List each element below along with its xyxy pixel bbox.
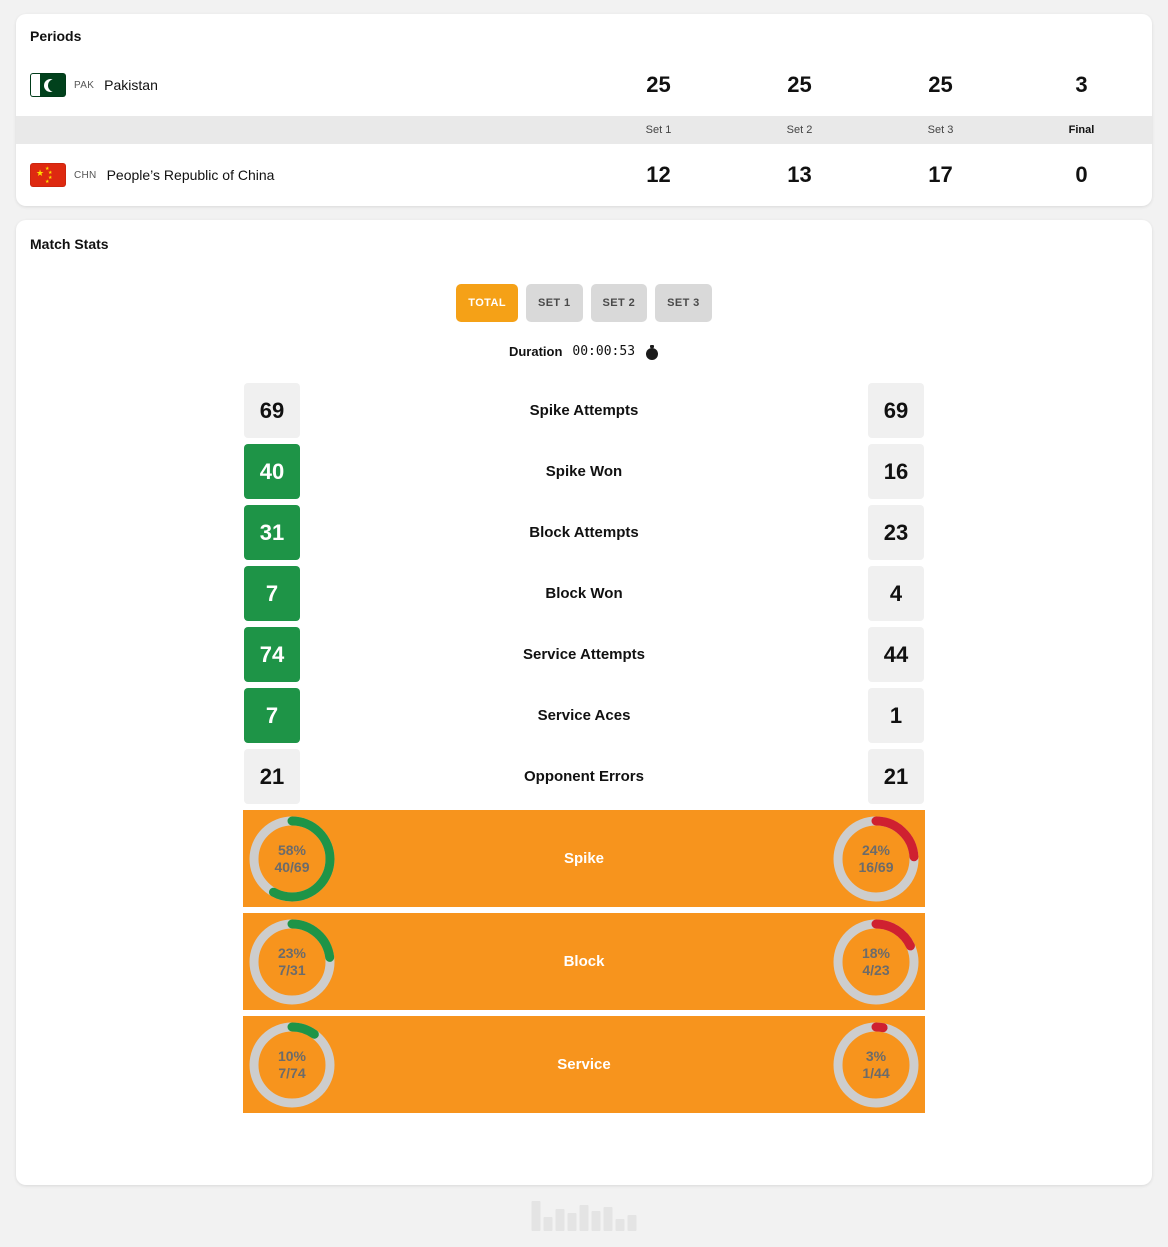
percent-row-spike <box>243 810 925 907</box>
team-away <box>30 163 588 187</box>
label-set3: Set 3 <box>927 124 954 136</box>
stat-row-service-attempts <box>16 627 1152 682</box>
period-labels <box>16 116 1152 144</box>
stopwatch-icon <box>645 345 659 359</box>
stat-row-block-won <box>16 566 1152 621</box>
stat-label: Block Won <box>545 585 623 602</box>
home-ratio: 7/31 <box>278 961 306 978</box>
label-final: Final <box>1068 124 1095 136</box>
score-set1: 12 <box>646 162 671 187</box>
score-final: 3 <box>1075 72 1088 97</box>
home-ratio: 7/74 <box>278 1064 306 1081</box>
percent-label: Spike <box>563 850 605 867</box>
away-value: 21 <box>868 749 924 804</box>
duration-row <box>16 344 1152 359</box>
percent-rows <box>16 810 1152 1113</box>
team-code: PAK <box>74 79 95 91</box>
away-ratio: 16/69 <box>858 858 894 875</box>
away-scores <box>588 162 1152 188</box>
stat-row-spike-won <box>16 444 1152 499</box>
stat-label: Block Attempts <box>529 524 639 541</box>
periods-title: Periods <box>30 28 82 44</box>
china-flag-icon: ★ ★ ★ ★ ★ <box>30 163 66 187</box>
percent-row-block <box>243 913 925 1010</box>
team-name: People’s Republic of China <box>106 167 275 183</box>
away-percent: 24% <box>861 841 891 858</box>
table-row <box>16 144 1152 206</box>
periods-card <box>16 14 1152 206</box>
home-scores <box>588 72 1152 98</box>
away-value: 1 <box>868 688 924 743</box>
home-percent: 23% <box>277 944 307 961</box>
team-code: CHN <box>74 169 97 181</box>
home-value: 69 <box>244 383 300 438</box>
score-set3: 25 <box>928 72 953 97</box>
home-value: 74 <box>244 627 300 682</box>
away-value: 23 <box>868 505 924 560</box>
stat-row-spike-attempts <box>16 383 1152 438</box>
label-set1: Set 1 <box>645 124 672 136</box>
score-final: 0 <box>1075 162 1088 187</box>
pakistan-flag-icon <box>30 73 66 97</box>
score-set2: 25 <box>787 72 812 97</box>
away-donut-spike <box>831 814 921 904</box>
home-value: 7 <box>244 688 300 743</box>
match-stats-title: Match Stats <box>30 236 109 252</box>
score-set2: 13 <box>787 162 812 187</box>
stat-row-block-attempts <box>16 505 1152 560</box>
away-donut-block <box>831 917 921 1007</box>
away-value: 44 <box>868 627 924 682</box>
score-set3: 17 <box>928 162 953 187</box>
team-home <box>30 73 588 97</box>
stat-label: Spike Won <box>545 463 623 480</box>
set-tabs <box>16 284 1152 322</box>
percent-label: Service <box>557 1056 611 1073</box>
home-value: 21 <box>244 749 300 804</box>
stat-rows <box>16 383 1152 804</box>
score-set1: 25 <box>646 72 671 97</box>
away-donut-service <box>831 1020 921 1110</box>
away-ratio: 4/23 <box>862 961 890 978</box>
home-ratio: 40/69 <box>274 858 310 875</box>
stat-label: Opponent Errors <box>523 768 644 785</box>
percent-row-service <box>243 1016 925 1113</box>
tab-set-3[interactable]: SET 3 <box>655 284 712 322</box>
stat-row-opponent-errors <box>16 749 1152 804</box>
away-value: 4 <box>868 566 924 621</box>
away-percent: 18% <box>861 944 891 961</box>
tab-total[interactable]: TOTAL <box>456 284 518 322</box>
stat-row-service-aces <box>16 688 1152 743</box>
stat-label: Service Aces <box>537 707 631 724</box>
home-percent: 10% <box>277 1047 307 1064</box>
home-value: 31 <box>244 505 300 560</box>
away-value: 69 <box>868 383 924 438</box>
home-value: 7 <box>244 566 300 621</box>
team-name: Pakistan <box>104 77 158 93</box>
away-ratio: 1/44 <box>862 1064 890 1081</box>
home-percent: 58% <box>277 841 307 858</box>
away-value: 16 <box>868 444 924 499</box>
match-stats-card <box>16 220 1152 1185</box>
tab-set-2[interactable]: SET 2 <box>591 284 648 322</box>
home-value: 40 <box>244 444 300 499</box>
duration-value: 00:00:53 <box>572 344 636 359</box>
stat-label: Service Attempts <box>523 646 645 663</box>
tab-set-1[interactable]: SET 1 <box>526 284 583 322</box>
percent-label: Block <box>563 953 605 970</box>
stat-label: Spike Attempts <box>529 402 639 419</box>
table-row <box>16 54 1152 116</box>
duration-label: Duration <box>508 344 563 359</box>
away-percent: 3% <box>865 1047 887 1064</box>
label-set2: Set 2 <box>786 124 813 136</box>
